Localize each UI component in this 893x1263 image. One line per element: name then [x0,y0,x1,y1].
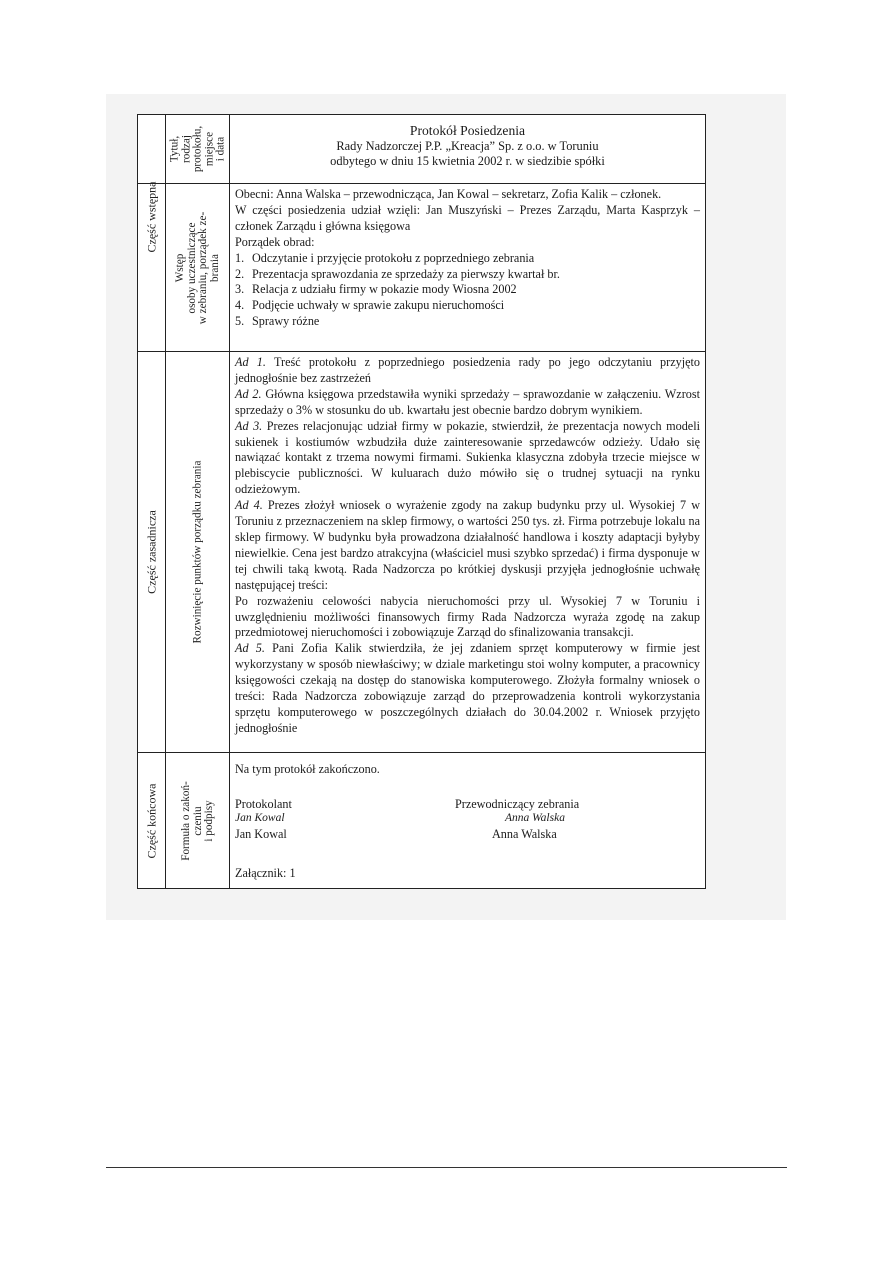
title-row [138,115,706,184]
label-end-line: i podpisy [202,799,215,842]
closing-text: Na tym protokół zakończono. [235,762,380,776]
attendees-text: Obecni: Anna Walska – przewodnicząca, Jan Kowal – sekretarz, Zofia Kalik – członek. [235,187,662,201]
recorder-label: Protokolant [235,797,292,811]
section-cell-intro [138,181,166,352]
chair-label: Przewodniczący zebrania [455,797,580,811]
section-label-end: Część końcowa [143,783,158,858]
label-intro-line: brania [208,253,220,282]
recorder-name: Jan Kowal [235,827,287,841]
agenda-item: 5. Sprawy różne [235,314,320,329]
ad1-paragraph: Ad 1. Treść protokołu z poprzedniego posiedzenia rady po jego odczytaniu przyjęto jednogłośnie bez zastrzeżeń [235,355,700,385]
agenda-item: 3. Relacja z udziału firmy w pokazie mody Wiosna 2002 [235,282,517,297]
partial-attendees-text: W części posiedzenia udział wzięli: Jan Muszyński – Prezes Zarządu, Marta Kasprzyk – członek Zarządu i główna księgowa [235,202,700,233]
chair-signature: Anna Walska [505,812,565,824]
label-title [169,126,227,172]
footer-rule [106,1167,787,1168]
main-row [138,352,706,753]
protocol-date-place: odbytego w dniu 15 kwietnia 2002 r. w siedzibie spółki [330,154,605,168]
agenda-label: Porządek obrad: [235,234,315,249]
ad3-paragraph: Ad 3. Prezes relacjonując udział firmy w pokazie, stwierdził, że prezentacja nowych modeli sukienek i kostiumów wzbudziła duże zainteresowanie sprzedawców odzieży. Udało się nawiązać kontakt z trzema nowymi firmami. Sukienka klasyczna zdobyła trzecie miejsce w plebiscycie publiczności. W kuluarach dużo mówiło się o trudnej sytuacji na rynku odzieżowym. [235,418,700,497]
recorder-signature: Jan Kowal [235,812,285,824]
label-title-line: protokołu, [190,125,203,173]
label-cell-end [166,753,230,889]
attachment-note: Załącznik: 1 [235,866,296,880]
agenda-list [235,251,700,331]
section-cell-main [138,352,166,753]
ad2-paragraph: Ad 2. Główna księgowa przedstawiła wyniki sprzedaży – sprawozdanie w załączeniu. Wzrost sprzedaży o 3% w stosunku do ub. kwartału jest obecnie bardzo dobrym wynikiem. [235,386,700,417]
label-cell-main [166,352,230,753]
label-intro-line: w zebraniu, porządek ze- [196,211,209,324]
chair-name: Anna Walska [492,827,557,841]
protocol-subtitle: Rady Nadzorczej P.P. „Kreacja” Sp. z o.o. w Toruniu [336,138,599,153]
label-end-line: czeniu [190,805,203,836]
ad2-label: Ad 2. [235,386,262,401]
main-cell [230,352,706,753]
ad3-label: Ad 3. [235,418,263,433]
label-end [180,781,215,861]
agenda-item: 4. Podjęcie uchwały w sprawie zakupu nieruchomości [235,298,505,313]
intro-row [138,184,706,352]
intro-cell [230,184,706,352]
label-title-line: miejsce [202,131,215,167]
ad4-paragraph: Ad 4. Prezes złożył wniosek o wyrażenie zgody na zakup budynku przy ul. Wysokiej 7 w Toruniu z przeznaczeniem na sklep firmowy, o wartości 250 tys. zł. Firma potrzebuje lokalu na sklep firmowy. W budynku była prowadzona działalność handlowa i koszty adaptacji byłyby niewielkie. Cena jest bardzo atrakcyjna (właściciel musi szybko sprzedać) i firma dysponuje w tej chwili taką kwotą. Rada Nadzorcza po krótkiej dyskusji przyjęła jednogłośnie uchwałę następującej treści: [235,498,700,592]
label-intro-line: Wstęp [173,253,186,282]
title-cell [230,115,706,184]
agenda-item: 1. Odczytanie i przyjęcie protokołu z poprzedniego zebrania [235,250,535,265]
closing-row [138,753,706,889]
label-cell-title [166,115,230,184]
ad5-label: Ad 5. [235,641,265,656]
ad5-paragraph: Ad 5. Pani Zofia Kalik stwierdziła, że jej zdaniem sprzęt komputerowy w firmie jest wykorzystany w sposób niewłaściwy; w dziale marketingu stoi wolny komputer, a pracownicy księgowości czekają na dostęp do stanowiska komputerowego. Złożyła formalny wniosek o treści: Rada Nadzorcza zobowiązuje zarząd do przeprowadzenia kontroli wykorzystania sprzętu komputerowego w poszczególnych działach do 30.04.2002 r. Wniosek przyjęto jednogłośnie [235,641,700,735]
section-label-intro: Część wstępna [143,181,158,253]
label-title-line: Tytuł, [167,135,180,163]
section-cell-blank [138,115,166,184]
section-cell-end [138,753,166,889]
ad1-label: Ad 1. [235,355,266,369]
label-title-line: rodzaj [179,135,192,163]
ad4-label: Ad 4. [235,498,263,513]
protocol-table [137,114,706,889]
label-intro [175,211,221,323]
protocol-title: Protokół Posiedzenia [409,123,526,138]
label-title-line: i data [213,136,226,162]
section-label-main: Część zasadnicza [143,510,158,594]
agenda-item: 2. Prezentacja sprawozdania ze sprzedaży za pierwszy kwartał br. [235,266,560,281]
ad4-resolution: Po rozważeniu celowości nabycia nieruchomości przy ul. Wysokiej 7 w Toruniu i uwzględnieniu możliwości finansowych firmy Rada Nadzorcza wyraża zgodę na zakup przedmiotowej nieruchomości i zobowiązuje Zarząd do sfinalizowania transakcji. [235,593,700,640]
label-intro-line: osoby uczestniczące [185,222,197,314]
label-cell-intro [166,184,230,352]
closing-cell [230,753,706,889]
label-main: Rozwinięcie punktów porządku zebrania [190,460,203,644]
label-end-line: Formuła o zakoń- [179,780,192,861]
